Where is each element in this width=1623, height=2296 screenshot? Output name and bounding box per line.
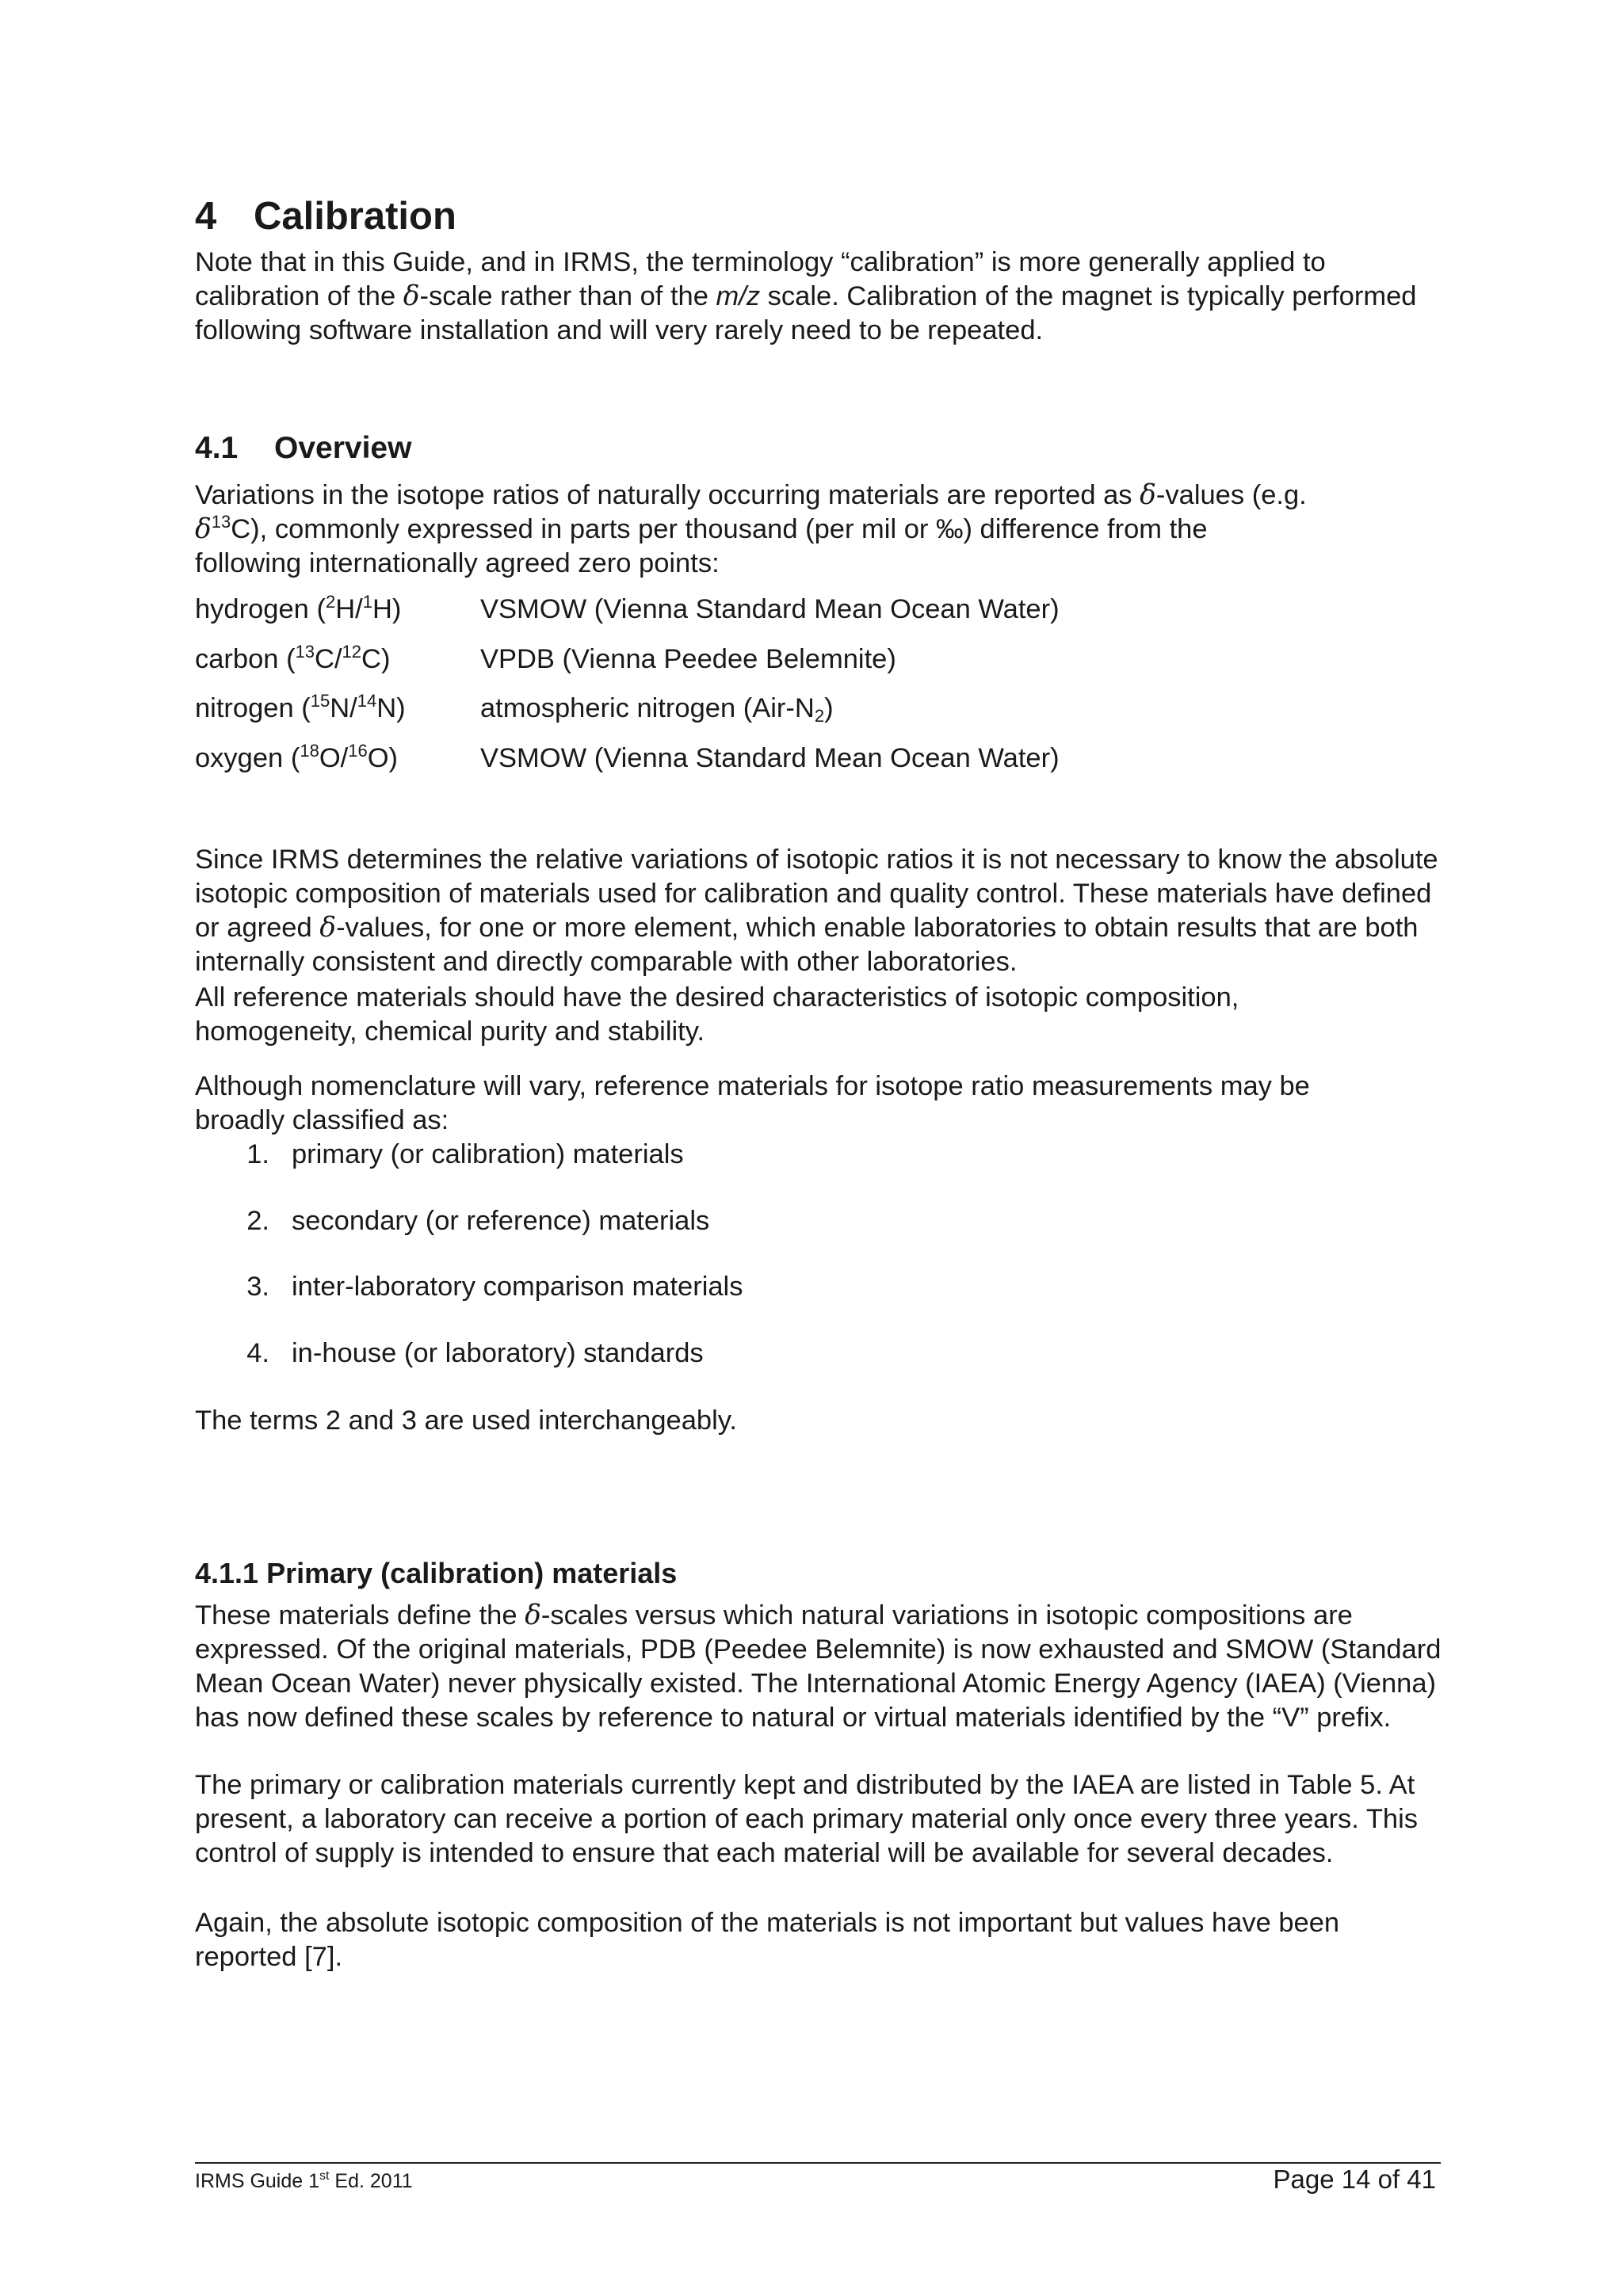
- section-title: Calibration: [254, 195, 456, 238]
- delta-symbol: δ: [403, 280, 420, 312]
- list-item-text: in-house (or laboratory) standards: [292, 1337, 704, 1368]
- overview-paragraph-1: Variations in the isotope ratios of naturally occurring materials are reported as δ-values (e.g. $\delta^{13}C$), commonly expressed in parts per thousand (per mil or ‰) difference from the following internationally agreed zero points:: [195, 479, 1307, 578]
- primary-materials-heading: [195, 1554, 677, 1592]
- zero-point-standard: VSMOW (Vienna Standard Mean Ocean Water): [480, 742, 1060, 773]
- zero-point-row: [195, 692, 1431, 742]
- delta-symbol: δ: [319, 912, 337, 944]
- footer-document-title: IRMS Guide 1st Ed. 2011: [195, 2169, 413, 2192]
- material-classification-list: [195, 1138, 1384, 1402]
- primary-paragraph-1: These materials define the δ-scales versus which natural variations in isotopic compositions are expressed. Of the original materials, PDB (Peedee Belemnite) is now exhausted and SMOW (Standard Mean Ocean Water) never physically existed. The International Atomic Energy Agency (IAEA) (Vienna) has now defined these scales by reference to natural or virtual materials identified by the “V” prefix.: [195, 1600, 1442, 1733]
- overview-paragraph-2: Since IRMS determines the relative variations of isotopic ratios it is not necessary to know the absolute isotopic composition of materials used for calibration and quality control. These materials have defined or agreed δ-values, for one or more element, which enable laboratories to obtain results that are both internally consistent and directly comparable with other laboratories.: [195, 845, 1438, 977]
- section-number: 4: [195, 195, 217, 238]
- zero-point-element: oxygen ($^{18}$O/$^{16}$O): [195, 740, 399, 773]
- list-item: [195, 1138, 1384, 1204]
- zero-point-element: nitrogen ($^{15}$N/$^{14}$N): [195, 691, 406, 723]
- list-item-number: 2.: [246, 1205, 269, 1236]
- zero-point-row: [195, 643, 1431, 692]
- list-item-number: 4.: [246, 1337, 269, 1368]
- delta-symbol: δ: [525, 1600, 541, 1631]
- overview-title: Overview: [274, 431, 412, 465]
- overview-number: 4.1: [195, 431, 239, 465]
- delta-symbol: δ: [195, 513, 212, 545]
- list-item-text: inter-laboratory comparison materials: [292, 1272, 743, 1302]
- zero-point-element: carbon ($^{13}$C/$^{12}$C): [195, 641, 391, 674]
- list-item-text: primary (or calibration) materials: [292, 1139, 684, 1169]
- section-heading: [195, 190, 456, 242]
- delta-symbol: δ: [1140, 479, 1156, 511]
- footer-divider: [195, 2162, 1441, 2164]
- page-number: Page 14 of 41: [1273, 2164, 1436, 2194]
- zero-point-row: [195, 742, 1431, 791]
- primary-materials-title: Primary (calibration) materials: [266, 1557, 678, 1589]
- zero-point-standard: VPDB (Vienna Peedee Belemnite): [480, 643, 896, 674]
- list-item: [195, 1270, 1384, 1337]
- zero-point-standard: VSMOW (Vienna Standard Mean Ocean Water): [480, 594, 1060, 624]
- overview-paragraph-3: All reference materials should have the desired characteristics of isotopic composition, homogeneity, chemical purity and stability.: [195, 982, 1239, 1047]
- mz-term: m/z: [716, 281, 761, 311]
- list-item: [195, 1204, 1384, 1271]
- list-item-number: 3.: [246, 1272, 269, 1302]
- zero-point-row: [195, 593, 1431, 643]
- primary-paragraph-3: Again, the absolute isotopic composition of the materials is not important but values have been reported [7].: [195, 1908, 1340, 1972]
- list-item: [195, 1337, 1384, 1403]
- overview-heading: [195, 428, 411, 469]
- overview-paragraph-4: Although nomenclature will vary, reference materials for isotope ratio measurements may be broadly classified as:: [195, 1071, 1310, 1135]
- zero-point-standard: atmospheric nitrogen $(Air-N_2)$: [480, 693, 834, 726]
- zero-point-element: hydrogen ($^2$H/$^1$H): [195, 592, 402, 624]
- section-intro: Note that in this Guide, and in IRMS, the terminology “calibration” is more generally applied to calibration of the δ-scale rather than of the m/z scale. Calibration of the magnet is typically performed following software installation and will very rarely need to be repeated.: [195, 247, 1417, 345]
- overview-paragraph-5: The terms 2 and 3 are used interchangeably.: [195, 1405, 738, 1436]
- primary-paragraph-2: The primary or calibration materials currently kept and distributed by the IAEA are listed in Table 5. At present, a laboratory can receive a portion of each primary material only once every three years. This control of supply is intended to ensure that each material will be available for several decades.: [195, 1770, 1419, 1868]
- list-item-number: 1.: [246, 1139, 269, 1169]
- list-item-text: secondary (or reference) materials: [292, 1205, 710, 1236]
- zero-points-table: [195, 593, 1431, 791]
- primary-materials-number: 4.1.1: [195, 1557, 259, 1589]
